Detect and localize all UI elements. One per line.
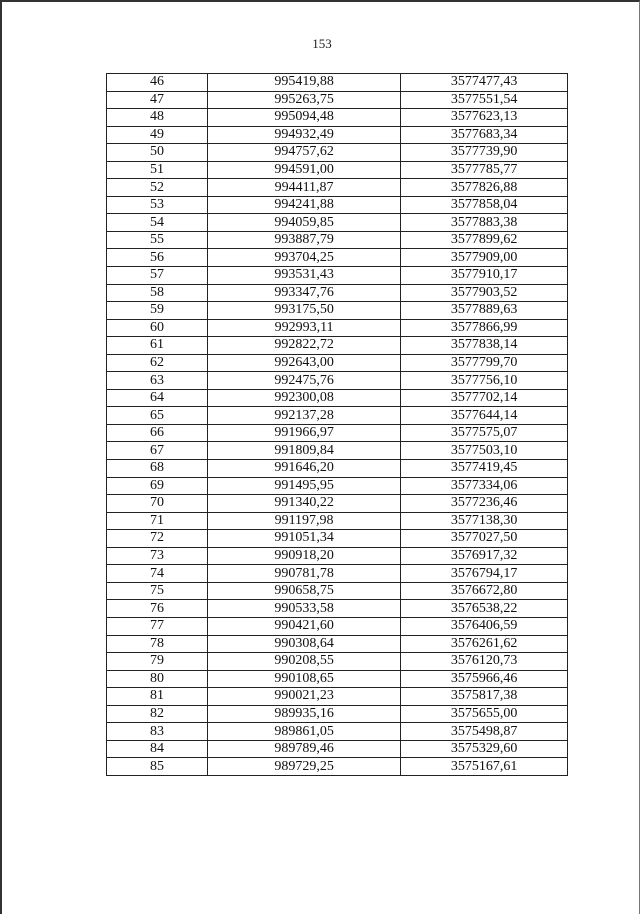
x-coordinate-cell: 991495,95 <box>207 477 400 495</box>
point-number-cell: 85 <box>107 758 208 776</box>
point-number-cell: 77 <box>107 617 208 635</box>
table-row <box>107 214 568 232</box>
point-number-cell: 69 <box>107 477 208 495</box>
point-number-cell: 47 <box>107 91 208 109</box>
x-coordinate-cell: 989935,16 <box>207 705 400 723</box>
x-coordinate-cell: 993887,79 <box>207 231 400 249</box>
table-row <box>107 144 568 162</box>
point-number-cell: 54 <box>107 214 208 232</box>
point-number-cell: 57 <box>107 267 208 285</box>
x-coordinate-cell: 991646,20 <box>207 460 400 478</box>
y-coordinate-cell: 3575498,87 <box>401 723 568 741</box>
table-row <box>107 179 568 197</box>
y-coordinate-cell: 3576672,80 <box>401 582 568 600</box>
coordinates-table <box>106 73 568 776</box>
x-coordinate-cell: 991340,22 <box>207 495 400 513</box>
page-number: 153 <box>312 36 332 51</box>
point-number-cell: 79 <box>107 653 208 671</box>
x-coordinate-cell: 989729,25 <box>207 758 400 776</box>
table-row <box>107 688 568 706</box>
point-number-cell: 55 <box>107 231 208 249</box>
x-coordinate-cell: 993175,50 <box>207 302 400 320</box>
y-coordinate-cell: 3577027,50 <box>401 530 568 548</box>
point-number-cell: 60 <box>107 319 208 337</box>
table-row <box>107 495 568 513</box>
table-row <box>107 424 568 442</box>
table-row <box>107 372 568 390</box>
x-coordinate-cell: 991051,34 <box>207 530 400 548</box>
y-coordinate-cell: 3577858,04 <box>401 196 568 214</box>
table-row <box>107 302 568 320</box>
table-row <box>107 723 568 741</box>
x-coordinate-cell: 990658,75 <box>207 582 400 600</box>
x-coordinate-cell: 990308,64 <box>207 635 400 653</box>
y-coordinate-cell: 3577503,10 <box>401 442 568 460</box>
x-coordinate-cell: 993347,76 <box>207 284 400 302</box>
point-number-cell: 75 <box>107 582 208 600</box>
y-coordinate-cell: 3575817,38 <box>401 688 568 706</box>
y-coordinate-cell: 3575167,61 <box>401 758 568 776</box>
point-number-cell: 80 <box>107 670 208 688</box>
point-number-cell: 50 <box>107 144 208 162</box>
y-coordinate-cell: 3576261,62 <box>401 635 568 653</box>
y-coordinate-cell: 3576120,73 <box>401 653 568 671</box>
x-coordinate-cell: 993531,43 <box>207 267 400 285</box>
table-row <box>107 670 568 688</box>
point-number-cell: 67 <box>107 442 208 460</box>
y-coordinate-cell: 3577138,30 <box>401 512 568 530</box>
point-number-cell: 59 <box>107 302 208 320</box>
point-number-cell: 53 <box>107 196 208 214</box>
point-number-cell: 78 <box>107 635 208 653</box>
y-coordinate-cell: 3577683,34 <box>401 126 568 144</box>
table-row <box>107 547 568 565</box>
point-number-cell: 61 <box>107 337 208 355</box>
x-coordinate-cell: 990208,55 <box>207 653 400 671</box>
y-coordinate-cell: 3577334,06 <box>401 477 568 495</box>
point-number-cell: 76 <box>107 600 208 618</box>
table-row <box>107 126 568 144</box>
table-row <box>107 477 568 495</box>
point-number-cell: 65 <box>107 407 208 425</box>
x-coordinate-cell: 990781,78 <box>207 565 400 583</box>
table-row <box>107 91 568 109</box>
x-coordinate-cell: 990421,60 <box>207 617 400 635</box>
x-coordinate-cell: 990108,65 <box>207 670 400 688</box>
x-coordinate-cell: 994932,49 <box>207 126 400 144</box>
table-row <box>107 319 568 337</box>
table-row <box>107 740 568 758</box>
x-coordinate-cell: 991809,84 <box>207 442 400 460</box>
x-coordinate-cell: 992300,08 <box>207 389 400 407</box>
table-row <box>107 231 568 249</box>
y-coordinate-cell: 3577756,10 <box>401 372 568 390</box>
table-row <box>107 249 568 267</box>
point-number-cell: 70 <box>107 495 208 513</box>
point-number-cell: 56 <box>107 249 208 267</box>
y-coordinate-cell: 3577899,62 <box>401 231 568 249</box>
table-row <box>107 530 568 548</box>
y-coordinate-cell: 3577623,13 <box>401 109 568 127</box>
table-row <box>107 635 568 653</box>
x-coordinate-cell: 990918,20 <box>207 547 400 565</box>
y-coordinate-cell: 3575655,00 <box>401 705 568 723</box>
point-number-cell: 52 <box>107 179 208 197</box>
table-row <box>107 196 568 214</box>
y-coordinate-cell: 3575329,60 <box>401 740 568 758</box>
table-row <box>107 354 568 372</box>
x-coordinate-cell: 991197,98 <box>207 512 400 530</box>
table-row <box>107 512 568 530</box>
y-coordinate-cell: 3577889,63 <box>401 302 568 320</box>
table-row <box>107 582 568 600</box>
table-row <box>107 460 568 478</box>
y-coordinate-cell: 3577419,45 <box>401 460 568 478</box>
x-coordinate-cell: 994411,87 <box>207 179 400 197</box>
x-coordinate-cell: 995419,88 <box>207 74 400 92</box>
point-number-cell: 64 <box>107 389 208 407</box>
point-number-cell: 73 <box>107 547 208 565</box>
table-row <box>107 600 568 618</box>
point-number-cell: 63 <box>107 372 208 390</box>
x-coordinate-cell: 994591,00 <box>207 161 400 179</box>
point-number-cell: 82 <box>107 705 208 723</box>
point-number-cell: 62 <box>107 354 208 372</box>
point-number-cell: 58 <box>107 284 208 302</box>
table-row <box>107 337 568 355</box>
y-coordinate-cell: 3577838,14 <box>401 337 568 355</box>
y-coordinate-cell: 3577236,46 <box>401 495 568 513</box>
table-row <box>107 442 568 460</box>
point-number-cell: 74 <box>107 565 208 583</box>
table-row <box>107 389 568 407</box>
y-coordinate-cell: 3577702,14 <box>401 389 568 407</box>
x-coordinate-cell: 992822,72 <box>207 337 400 355</box>
y-coordinate-cell: 3577477,43 <box>401 74 568 92</box>
x-coordinate-cell: 992475,76 <box>207 372 400 390</box>
x-coordinate-cell: 995263,75 <box>207 91 400 109</box>
table-row <box>107 705 568 723</box>
y-coordinate-cell: 3577826,88 <box>401 179 568 197</box>
x-coordinate-cell: 990021,23 <box>207 688 400 706</box>
x-coordinate-cell: 994241,88 <box>207 196 400 214</box>
point-number-cell: 81 <box>107 688 208 706</box>
y-coordinate-cell: 3575966,46 <box>401 670 568 688</box>
x-coordinate-cell: 992993,11 <box>207 319 400 337</box>
point-number-cell: 72 <box>107 530 208 548</box>
point-number-cell: 66 <box>107 424 208 442</box>
point-number-cell: 49 <box>107 126 208 144</box>
y-coordinate-cell: 3577575,07 <box>401 424 568 442</box>
table-row <box>107 758 568 776</box>
y-coordinate-cell: 3577903,52 <box>401 284 568 302</box>
y-coordinate-cell: 3577785,77 <box>401 161 568 179</box>
point-number-cell: 83 <box>107 723 208 741</box>
table-row <box>107 653 568 671</box>
x-coordinate-cell: 994757,62 <box>207 144 400 162</box>
x-coordinate-cell: 994059,85 <box>207 214 400 232</box>
table-row <box>107 74 568 92</box>
point-number-cell: 71 <box>107 512 208 530</box>
table-row <box>107 617 568 635</box>
x-coordinate-cell: 995094,48 <box>207 109 400 127</box>
point-number-cell: 46 <box>107 74 208 92</box>
y-coordinate-cell: 3577910,17 <box>401 267 568 285</box>
table-row <box>107 161 568 179</box>
x-coordinate-cell: 989861,05 <box>207 723 400 741</box>
y-coordinate-cell: 3577551,54 <box>401 91 568 109</box>
y-coordinate-cell: 3577739,90 <box>401 144 568 162</box>
x-coordinate-cell: 991966,97 <box>207 424 400 442</box>
y-coordinate-cell: 3577883,38 <box>401 214 568 232</box>
x-coordinate-cell: 990533,58 <box>207 600 400 618</box>
y-coordinate-cell: 3576406,59 <box>401 617 568 635</box>
y-coordinate-cell: 3577909,00 <box>401 249 568 267</box>
y-coordinate-cell: 3577799,70 <box>401 354 568 372</box>
point-number-cell: 48 <box>107 109 208 127</box>
point-number-cell: 84 <box>107 740 208 758</box>
coordinates-table-body <box>107 74 568 776</box>
y-coordinate-cell: 3577644,14 <box>401 407 568 425</box>
y-coordinate-cell: 3576917,32 <box>401 547 568 565</box>
table-row <box>107 284 568 302</box>
y-coordinate-cell: 3576538,22 <box>401 600 568 618</box>
x-coordinate-cell: 989789,46 <box>207 740 400 758</box>
x-coordinate-cell: 992137,28 <box>207 407 400 425</box>
table-row <box>107 407 568 425</box>
table-row <box>107 565 568 583</box>
y-coordinate-cell: 3577866,99 <box>401 319 568 337</box>
x-coordinate-cell: 993704,25 <box>207 249 400 267</box>
x-coordinate-cell: 992643,00 <box>207 354 400 372</box>
table-row <box>107 267 568 285</box>
point-number-cell: 68 <box>107 460 208 478</box>
point-number-cell: 51 <box>107 161 208 179</box>
y-coordinate-cell: 3576794,17 <box>401 565 568 583</box>
table-row <box>107 109 568 127</box>
